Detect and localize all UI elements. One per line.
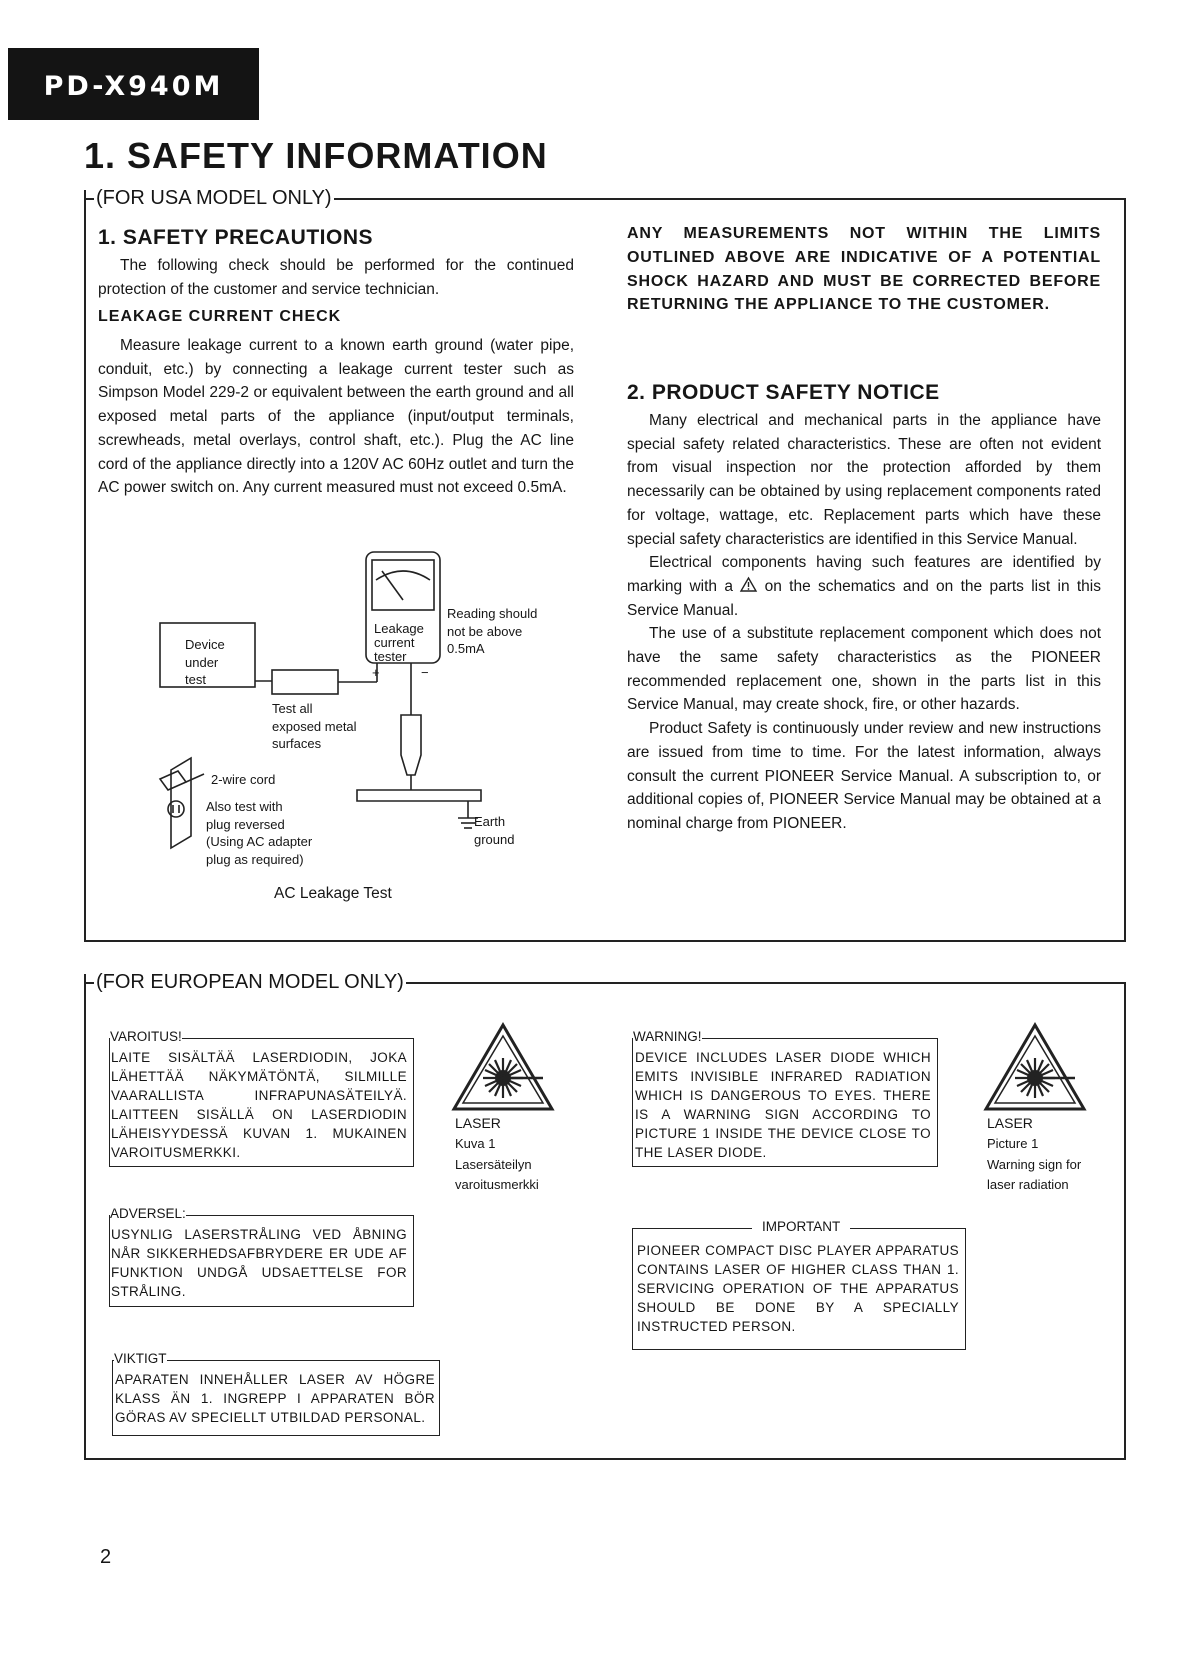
tester-label bbox=[374, 622, 424, 664]
product-safety-p3: The use of a substitute replacement component which does not have the same safety characteristics as the PIONEER recommended replacement one, shown in the parts list in this Service Manual, may create shock, fire, or other hazards. bbox=[627, 625, 1101, 714]
device-label bbox=[185, 636, 225, 689]
diagram-caption: AC Leakage Test bbox=[274, 885, 392, 902]
laser-en-caption-2: Warning sign for bbox=[987, 1157, 1082, 1172]
reading-label-line: not be above bbox=[447, 623, 523, 639]
warning-text: DEVICE INCLUDES LASER DIODE WHICH EMITS INVISIBLE INFRARED RADIATION WHICH IS DANGEROUS TO EYES. THERE IS A WARNING SIGN ACCORDING TO PICTURE 1 INSIDE THE DEVICE CLOSE TO THE LASER DIODE. bbox=[635, 1050, 931, 1160]
laser-en-caption-3: laser radiation bbox=[987, 1177, 1069, 1192]
reading-label-line: Reading should bbox=[447, 606, 538, 621]
laser-fi-caption-1: Kuva 1 bbox=[455, 1136, 496, 1151]
europe-section-label: (FOR EUROPEAN MODEL ONLY) bbox=[96, 971, 404, 993]
product-safety-p2 bbox=[627, 551, 1101, 622]
device-label-line: test bbox=[185, 672, 206, 687]
reading-label bbox=[447, 605, 537, 658]
viktigt-title: VIKTIGT bbox=[114, 1351, 167, 1366]
minus-terminal-label: − bbox=[421, 665, 429, 680]
model-badge: PD-X940M bbox=[8, 48, 259, 120]
product-safety-p4: Product Safety is continuously under review and new instructions are issued from time to time. For the latest information, always consult the current PIONEER Service Manual. A subscription to, or additional copies of, PIONEER Service Manual may be obtained at a nominal charge from PIONEER. bbox=[627, 720, 1101, 832]
important-text: PIONEER COMPACT DISC PLAYER APPARATUS CONTAINS LASER OF HIGHER CLASS THAN 1. SERVICING OPERATION OF THE APPARATUS SHOULD BE DONE BY A SPECIALLY INSTRUCTED PERSON. bbox=[637, 1243, 959, 1334]
metal-surface bbox=[357, 790, 481, 801]
adversel-text: USYNLIG LASERSTRÅLING VED ÅBNING NÅR SIKKERHEDSAFBRYDERE ER UDE AF FUNKTION UNDGÅ UDSAETTELSE FOR STRÅLING. bbox=[111, 1227, 407, 1299]
also-test-line: (Using AC adapter bbox=[206, 834, 313, 849]
product-safety-body bbox=[627, 409, 1101, 836]
measurement-warning: ANY MEASUREMENTS NOT WITHIN THE LIMITS OUTLINED ABOVE ARE INDICATIVE OF A POTENTIAL SHOCK HAZARD AND MUST BE CORRECTED BEFORE RETURNING THE APPLIANCE TO THE CUSTOMER. bbox=[627, 225, 1101, 314]
also-test-line: plug reversed bbox=[206, 816, 285, 832]
also-test-line: plug as required) bbox=[206, 851, 304, 867]
viktigt-text: APARATEN INNEHÅLLER LASER AV HÖGRE KLASS ÄN 1. INGREPP I APPARATEN BÖR GÖRAS AV SPECIELLT UTBILDAD PERSONAL. bbox=[115, 1372, 435, 1425]
warning-triangle-icon bbox=[740, 577, 757, 592]
warning-title: WARNING! bbox=[633, 1029, 702, 1044]
adversel-title: ADVERSEL: bbox=[110, 1206, 186, 1221]
safety-precautions-heading: 1. SAFETY PRECAUTIONS bbox=[98, 226, 373, 249]
probe-body bbox=[272, 670, 338, 694]
precautions-intro-text: The following check should be performed for the continued protection of the customer and service technician. bbox=[98, 257, 574, 298]
important-title: IMPORTANT bbox=[752, 1219, 850, 1234]
product-safety-p2-end: on the schematics and on the parts list in this Service Manual. bbox=[627, 577, 1101, 619]
product-safety-heading: 2. PRODUCT SAFETY NOTICE bbox=[627, 381, 940, 404]
test-all-line: exposed metal bbox=[272, 718, 357, 734]
device-label-line: Device bbox=[185, 637, 225, 652]
device-label-line: under bbox=[185, 654, 219, 670]
test-all-line: surfaces bbox=[272, 736, 322, 751]
leakage-current-heading: LEAKAGE CURRENT CHECK bbox=[98, 308, 342, 325]
leakage-current-text: Measure leakage current to a known earth ground (water pipe, conduit, etc.) by connecting a leakage current tester such as Simpson Model 229-2 or equivalent between the earth ground and all exposed metal parts of the appliance (input/output terminals, screwheads, metal overlays, control shaft, etc.). Plug the AC line cord of the appliance directly into a 120V AC 60Hz outlet and turn the AC power switch on. Any current measured must not exceed 0.5mA. bbox=[98, 337, 574, 497]
tester-label-line: current bbox=[374, 635, 415, 650]
laser-fi-caption-3: varoitusmerkki bbox=[455, 1177, 539, 1192]
cord-label: 2-wire cord bbox=[211, 772, 276, 787]
clip-probe bbox=[401, 715, 421, 775]
usa-section-label: (FOR USA MODEL ONLY) bbox=[96, 187, 332, 209]
meter-face bbox=[372, 560, 434, 610]
test-all-label bbox=[272, 700, 357, 753]
laser-en-label: LASER bbox=[987, 1115, 1033, 1131]
plug-body bbox=[160, 771, 186, 790]
product-safety-p1: Many electrical and mechanical parts in the appliance have special safety related characteristics. These are often not evident from visual inspection nor the protection afforded by them necessarily can be obtained by using replacement components rated for voltage, wattage, etc. Replacement parts which have these special safety characteristics are identified in this Service Manual. bbox=[627, 412, 1101, 548]
plus-terminal-label: + bbox=[372, 665, 380, 680]
reading-label-line: 0.5mA bbox=[447, 641, 485, 656]
product-safety-p2-start: Electrical components having such features are identified by marking with a bbox=[627, 554, 1101, 595]
test-all-line: Test all bbox=[272, 701, 313, 716]
laser-fi-caption-2: Lasersäteilyn bbox=[455, 1157, 532, 1172]
tester-label-line: tester bbox=[374, 649, 407, 664]
laser-en-caption-1: Picture 1 bbox=[987, 1136, 1039, 1151]
varoitus-text: LAITE SISÄLTÄÄ LASERDIODIN, JOKA LÄHETTÄÄ NÄKYMÄTÖNTÄ, SILMILLE VAARALLISTA INFRAPUNASÄTEILYÄ. LAITTEEN SISÄLLÄ ON LASERDIODIN LÄHEISYYDESSÄ KUVAN 1. MUKAINEN VAROITUSMERKKI. bbox=[111, 1050, 407, 1160]
laser-warning-icon bbox=[983, 1022, 1087, 1112]
laser-warning-icon bbox=[451, 1022, 555, 1112]
laser-fi-label: LASER bbox=[455, 1115, 501, 1131]
tester-label-line: Leakage bbox=[374, 621, 424, 636]
varoitus-title: VAROITUS! bbox=[110, 1029, 182, 1044]
earth-ground-line: Earth bbox=[474, 814, 506, 829]
earth-ground-line: ground bbox=[474, 831, 515, 847]
meter-scale bbox=[376, 571, 430, 580]
also-test-line: Also test with bbox=[206, 799, 283, 814]
europe-frame-left bbox=[84, 974, 86, 1460]
earth-ground-label bbox=[474, 813, 514, 848]
plug-cord bbox=[186, 774, 204, 782]
page-number: 2 bbox=[100, 1546, 112, 1568]
page-title: 1. SAFETY INFORMATION bbox=[84, 135, 548, 176]
also-test-label bbox=[206, 798, 312, 868]
meter-needle bbox=[382, 571, 403, 600]
